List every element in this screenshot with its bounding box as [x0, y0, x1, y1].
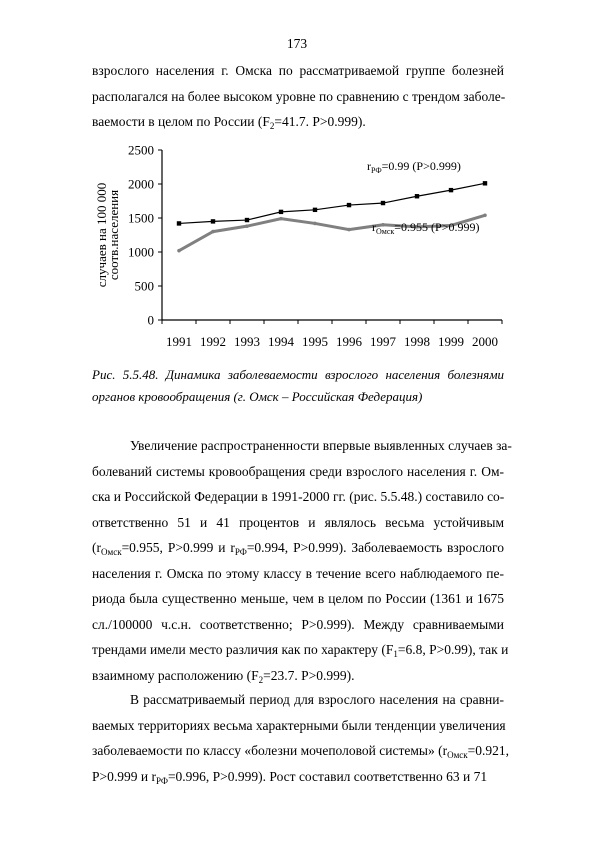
text-line: ваемости в целом по России ($F_2=41.7$. P>0.999). — [92, 114, 366, 131]
data-point-РФ — [347, 203, 351, 207]
text-line: взрослого населения г. Омска по рассматриваемой группе болезней — [92, 63, 504, 78]
text-line: заболеваемости по классу «болезни мочеполовой системы» ($r_{Омск}=0.921$, — [92, 743, 510, 760]
series-label-РФ: $r_{РФ}=0.99$ (P>0.999) — [367, 159, 461, 175]
data-point-Омск — [245, 224, 249, 228]
y-tick-label: 1000 — [128, 244, 154, 260]
text-line: болеваний системы кровообращения среди взрослого населения г. Ом- — [92, 463, 504, 479]
y-axis-label — [94, 183, 121, 287]
x-tick-label: 1997 — [370, 334, 396, 348]
text-line: В рассматриваемый период для взрослого населения на сравни- — [130, 692, 504, 707]
text-line: ваемых территориях весьма характерными были тенденции увеличения — [92, 717, 506, 733]
text-line: ответственно 51 и 41 процентов и являлось весьма устойчивым — [92, 514, 504, 530]
figure-caption — [92, 364, 504, 408]
data-point-Омск — [347, 228, 351, 232]
x-tick-label: 2000 — [472, 334, 498, 348]
data-point-РФ — [483, 181, 487, 185]
y-tick-label: 2500 — [128, 142, 154, 158]
y-tick-label: 1500 — [128, 210, 154, 226]
x-tick-label: 1992 — [200, 334, 226, 348]
text-line: трендами имели место различия как по характеру ($F_1=6.8$, P>0.99), так и — [92, 642, 509, 659]
text-line: населения г. Омска по этому классу в течение всего наблюдаемого пе- — [92, 565, 504, 581]
text-line: сл./100000 ч.с.н. соответственно; P>0.999). Между сравниваемыми — [92, 616, 504, 632]
data-point-Омск — [313, 222, 317, 226]
data-point-Омск — [177, 249, 181, 253]
series-label-Омск: $r_{Омск}=0.955$ (P>0.999) — [372, 220, 480, 236]
x-tick-label: 1995 — [302, 334, 328, 348]
data-point-РФ — [245, 218, 249, 222]
x-tick-label: 1996 — [336, 334, 362, 348]
page-number: 173 — [286, 36, 308, 51]
data-point-РФ — [381, 201, 385, 205]
series-line-РФ — [179, 183, 485, 223]
text-line: риода была существенно меньше, чем в целом по России (1361 и 1675 — [92, 591, 504, 606]
data-point-Омск — [279, 217, 283, 221]
text-line: органов кровообращения (г. Омск – Российская Федерация) — [92, 389, 423, 404]
data-point-РФ — [313, 208, 317, 212]
y-axis-label-line: соотв.населения — [106, 189, 121, 281]
line-chart — [92, 138, 522, 348]
data-point-РФ — [415, 194, 419, 198]
intro-paragraph — [92, 58, 504, 135]
x-tick-label: 1998 — [404, 334, 430, 348]
x-tick-label: 1994 — [268, 334, 294, 348]
text-line: P>0.999 и $r_{РФ}=0.996$, P>0.999). Рост составил соответственно 63 и 71 — [92, 768, 488, 786]
data-point-РФ — [211, 219, 215, 223]
data-point-РФ — [279, 210, 283, 214]
text-line: взаимному расположению ($F_2=23.7$. P>0.999). — [92, 667, 355, 685]
y-tick-label: 2000 — [128, 176, 154, 192]
data-point-РФ — [177, 221, 181, 225]
data-point-Омск — [211, 230, 215, 234]
x-tick-label: 1999 — [438, 334, 464, 348]
body-paragraph-2 — [92, 433, 512, 688]
text-line: Увеличение распространенности впервые выявленных случаев за- — [130, 438, 512, 453]
x-tick-label: 1993 — [234, 334, 260, 348]
y-tick-label: 500 — [134, 278, 154, 294]
x-tick-label: 1991 — [166, 334, 192, 348]
body-paragraph-3 — [92, 687, 510, 789]
text-line: ска и Российской Федерации в 1991-2000 гг. (рис. 5.5.48.) составило со- — [92, 489, 505, 504]
y-tick-label: 0 — [147, 312, 154, 328]
data-point-РФ — [449, 188, 453, 192]
text-line: Рис. 5.5.48. Динамика заболеваемости взрослого населения болезнями — [92, 367, 504, 382]
y-axis-label-line: случаев на 100 000 — [94, 182, 109, 288]
data-point-Омск — [483, 213, 487, 217]
text-line: ($r_{Омск}=0.955$, P>0.999 и $r_{РФ}=0.994$, P>0.999). Заболеваемость взрослого — [92, 540, 504, 557]
text-line: располагался на более высоком уровне по сравнению с трендом заболе- — [92, 88, 506, 104]
